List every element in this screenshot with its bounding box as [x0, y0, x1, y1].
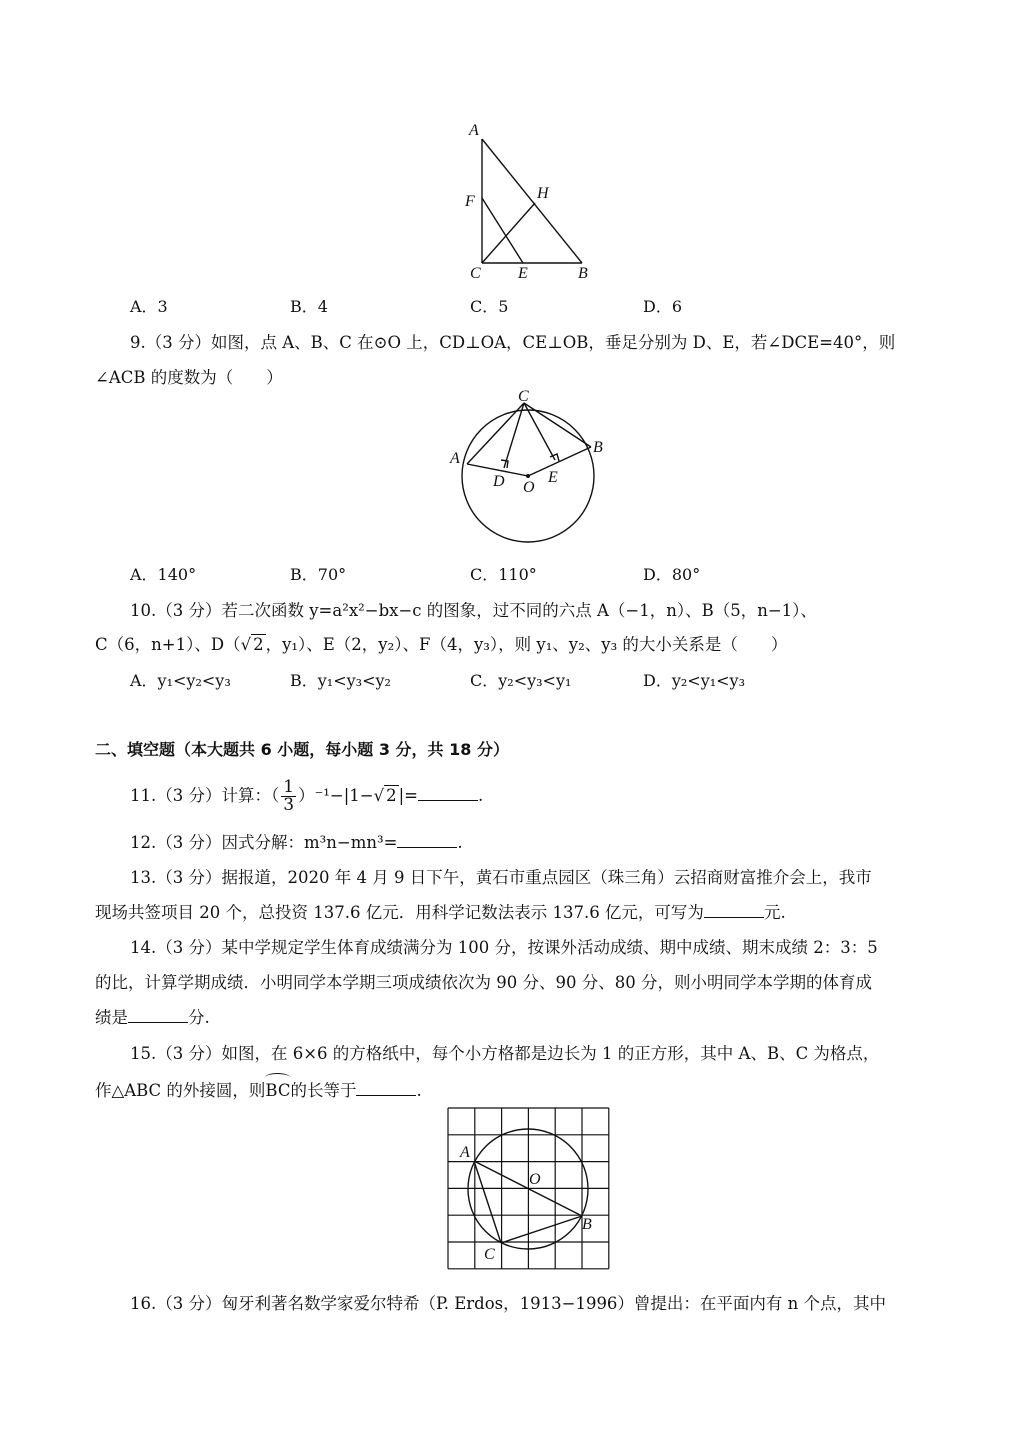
q14-answer-blank[interactable] — [128, 1008, 188, 1023]
q9-option-b: B．70° — [290, 565, 347, 584]
q15-question-line2 — [95, 1077, 422, 1101]
q12-end: . — [457, 833, 463, 852]
q8-option-c: C．5 — [470, 297, 509, 316]
q11-frac-num: 1 — [283, 777, 295, 797]
q11-end: . — [478, 786, 484, 805]
q10-sqrt-value: 2 — [253, 635, 264, 654]
q11-question: 11.（3 分）计算：（ $\frac{1}{3}$ ）⁻¹−|1−√ 2 |= . — [130, 777, 484, 815]
q14-question-line1: 14.（3 分）某中学规定学生体育成绩满分为 100 分，按课外活动成绩、期中成绩、期末成绩 2：3：5 — [130, 938, 878, 957]
q8-option-a: A．3 — [130, 297, 168, 316]
q12-prefix: 12.（3 分）因式分解：m³n−mn³= — [130, 833, 398, 852]
q8-label-F: F — [465, 193, 475, 210]
q9-label-E: E — [548, 469, 558, 486]
q9-label-A: A — [450, 450, 460, 467]
q14-question-line3 — [95, 1004, 210, 1028]
q9-label-D: D — [493, 473, 505, 490]
q9-option-a: A．140° — [130, 565, 197, 584]
q10-question-line1: 10.（3 分）若二次函数 y=a²x²−bx−c 的图象，过不同的六点 A（−1，n）、B（5，n−1）、 — [130, 601, 817, 620]
q15-grid-figure — [445, 1105, 615, 1275]
q11-frac-den: 3 — [283, 795, 295, 815]
q13-line2-prefix: 现场共签项目 20 个，总投资 137.6 亿元．用科学记数法表示 137.6 亿元，可写为 — [95, 903, 704, 922]
q9-label-O: O — [523, 479, 535, 496]
q11-mid: ）⁻¹−|1− — [298, 786, 374, 805]
q10-line2-part-b: ，y₁）、E（2，y₂）、F（4，y₃），则 y₁、y₂、y₃ 的大小关系是（ ） — [265, 635, 788, 654]
q10-option-d: D．y₂<y₁<y₃ — [643, 671, 746, 690]
q15-label-A: A — [460, 1144, 470, 1161]
arc-mark-icon — [265, 1073, 290, 1082]
q15-arc-bc — [265, 1081, 290, 1100]
q10-option-b: B．y₁<y₃<y₂ — [290, 671, 391, 690]
q9-figure — [445, 390, 615, 575]
q10-option-a: A．y₁<y₂<y₃ — [130, 671, 231, 690]
q14-question-line2: 的比，计算学期成绩．小明同学本学期三项成绩依次为 90 分、90 分、80 分，则小明同学本学期的体育成 — [95, 973, 872, 992]
q8-figure — [455, 118, 605, 283]
q13-question-line2 — [95, 899, 786, 923]
q11-prefix: 11.（3 分）计算：（ — [130, 786, 280, 805]
q11-fraction — [281, 779, 296, 814]
q15-arc-label: BC — [265, 1081, 291, 1100]
q9-option-d: D．80° — [643, 565, 701, 584]
q8-label-H: H — [537, 185, 549, 202]
q10-option-c: C．y₂<y₃<y₁ — [470, 671, 572, 690]
q10-question-line2: C（6，n+1）、D（√ 2 ，y₁）、E（2，y₂）、F（4，y₃），则 y₁、y₂、y₃ 的大小关系是（ ） — [95, 635, 788, 654]
q8-option-b: B．4 — [290, 297, 328, 316]
q15-line2-end: . — [416, 1081, 422, 1100]
q15-answer-blank[interactable] — [356, 1081, 416, 1096]
q8-label-E: E — [518, 265, 528, 282]
q8-label-B: B — [578, 265, 588, 282]
q13-answer-blank[interactable] — [704, 903, 764, 918]
q13-question-line1: 13.（3 分）据报道，2020 年 4 月 9 日下午，黄石市重点园区（珠三角）云招商财富推介会上，我市 — [130, 868, 872, 887]
q11-answer-blank[interactable] — [418, 786, 478, 801]
q15-label-C: C — [484, 1246, 495, 1263]
q15-label-O: O — [529, 1171, 541, 1188]
q13-line2-end: 元. — [763, 903, 786, 922]
q15-line2-mid: 的长等于 — [290, 1081, 357, 1100]
q9-question-line2: ∠ACB 的度数为（ ） — [95, 368, 283, 387]
q12-question — [130, 829, 463, 853]
section-title-fill-in: 二、填空题（本大题共 6 小题，每小题 3 分，共 18 分） — [95, 740, 509, 759]
q9-option-c: C．110° — [470, 565, 537, 584]
q8-label-A: A — [469, 122, 479, 139]
q15-question-line1: 15.（3 分）如图，在 6×6 的方格纸中，每个小方格都是边长为 1 的正方形，其中 A、B、C 为格点， — [130, 1044, 880, 1063]
q14-line3-end: 分. — [188, 1008, 210, 1027]
q9-question-line1: 9.（3 分）如图，点 A、B、C 在⊙O 上，CD⊥OA，CE⊥OB，垂足分别为 D、E，若∠DCE=40°，则 — [130, 333, 896, 352]
q15-label-B: B — [582, 1216, 592, 1233]
q9-label-B: B — [593, 439, 603, 456]
q11-suffix: |= — [398, 786, 418, 805]
q8-option-d: D．6 — [643, 297, 683, 316]
q9-label-C: C — [518, 390, 529, 405]
q14-line3-prefix: 绩是 — [95, 1008, 128, 1027]
q11-sqrt-value: 2 — [386, 786, 397, 805]
q8-label-C: C — [470, 265, 481, 282]
q10-line2-part-a: C（6，n+1）、D（ — [95, 635, 241, 654]
q16-question-line1: 16.（3 分）匈牙利著名数学家爱尔特希（P. Erdos，1913−1996）曾提出：在平面内有 n 个点，其中 — [130, 1294, 887, 1313]
q15-line2-prefix: 作△ABC 的外接圆，则 — [95, 1081, 266, 1100]
q12-answer-blank[interactable] — [397, 833, 457, 848]
